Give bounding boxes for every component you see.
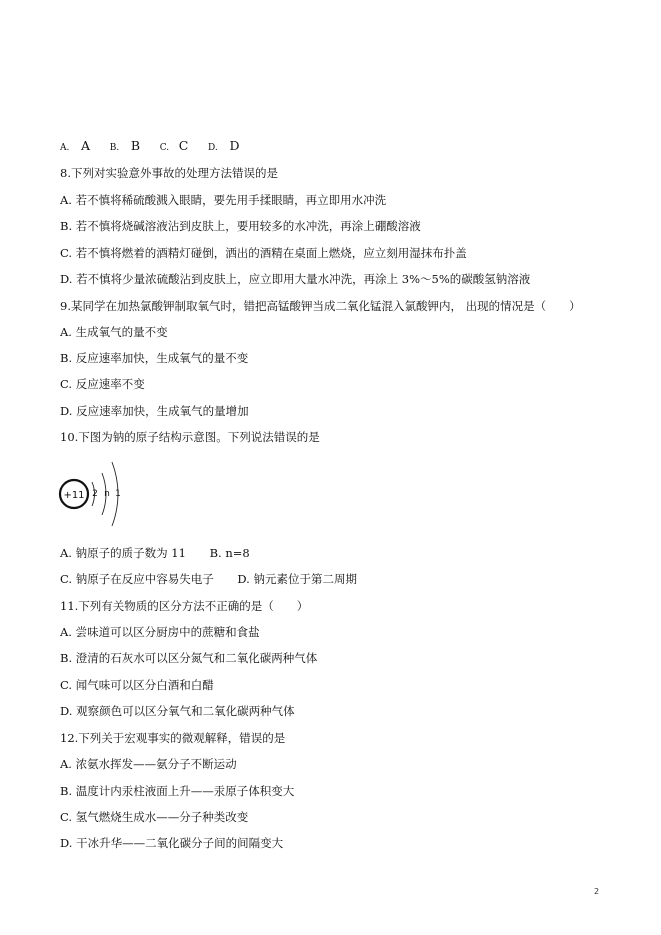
q11-option-d: D. 观察颜色可以区分氧气和二氧化碳两种气体: [60, 704, 295, 718]
q10-option-a: A. 钠原子的质子数为 11: [60, 546, 186, 560]
q7-option-d-label: D.: [208, 143, 218, 153]
nucleus-charge: +11: [63, 490, 85, 501]
q7-option-a-text: A: [81, 138, 91, 153]
q10-stem: 10.下图为钠的原子结构示意图。下列说法错误的是: [60, 430, 320, 444]
q10-option-d: D. 钠元素位于第二周期: [237, 572, 357, 586]
q9-stem: 9.某同学在加热氯酸钾制取氧气时，错把高锰酸钾当成二氧化锰混入氯酸钾内， 出现的情况是（ ）: [60, 299, 581, 313]
q12-option-a: A. 浓氨水挥发——氨分子不断运动: [60, 757, 237, 771]
q11-stem: 11.下列有关物质的区分方法不正确的是（ ）: [60, 599, 309, 613]
q7-option-a-label: A.: [60, 143, 70, 153]
q8-option-b: B. 若不慎将烧碱溶液沾到皮肤上，要用较多的水冲洗，再涂上硼酸溶液: [60, 219, 421, 233]
q10-options-row-2: [60, 571, 357, 587]
q12-option-c: C. 氢气燃烧生成水——分子种类改变: [60, 810, 249, 824]
q11-option-a: A. 尝味道可以区分厨房中的蔗糖和食盐: [60, 625, 260, 639]
q9-option-b: B. 反应速率加快，生成氧气的量不变: [60, 351, 249, 365]
q8-stem: 8.下列对实验意外事故的处理方法错误的是: [60, 166, 278, 180]
q10-option-b: B. n=8: [209, 546, 250, 560]
q7-option-c-text: C: [178, 138, 189, 153]
q12-stem: 12.下列关于宏观事实的微观解释，错误的是: [60, 731, 286, 745]
q10-options-row-1: [60, 545, 250, 561]
q11-option-c: C. 闻气味可以区分白酒和白醋: [60, 678, 214, 692]
q7-options: [60, 138, 239, 156]
sodium-atom-diagram: [58, 458, 138, 532]
shell-1-electrons: 2: [92, 489, 98, 499]
shell-2-electrons: n: [104, 489, 110, 499]
q7-option-c-label: C.: [159, 143, 170, 153]
q8-option-a: A. 若不慎将稀硫酸溅入眼睛，要先用手揉眼睛，再立即用水冲洗: [60, 193, 387, 207]
q8-option-d: D. 若不慎将少量浓硫酸沾到皮肤上，应立即用大量水冲洗，再涂上 3%～5%的碳酸氢钠溶液: [60, 272, 531, 286]
atom-structure-svg: [58, 458, 138, 532]
q11-option-b: B. 澄清的石灰水可以区分氮气和二氧化碳两种气体: [60, 651, 318, 665]
q8-option-c: C. 若不慎将燃着的酒精灯碰倒，洒出的酒精在桌面上燃烧，应立刻用湿抹布扑盖: [60, 246, 467, 260]
q9-option-d: D. 反应速率加快，生成氧气的量增加: [60, 404, 249, 418]
page-number: 2: [594, 887, 600, 896]
q9-option-a: A. 生成氧气的量不变: [60, 325, 168, 339]
q9-option-c: C. 反应速率不变: [60, 377, 145, 391]
q7-option-b-text: B: [130, 138, 141, 153]
q12-option-d: D. 干冰升华——二氧化碳分子间的间隔变大: [60, 836, 284, 850]
q7-option-b-label: B.: [109, 143, 120, 153]
q10-option-c: C. 钠原子在反应中容易失电子: [60, 572, 214, 586]
q7-option-d-text: D: [229, 138, 240, 153]
q12-option-b: B. 温度计内汞柱液面上升——汞原子体积变大: [60, 784, 295, 798]
shell-3-electrons: 1: [115, 489, 121, 499]
